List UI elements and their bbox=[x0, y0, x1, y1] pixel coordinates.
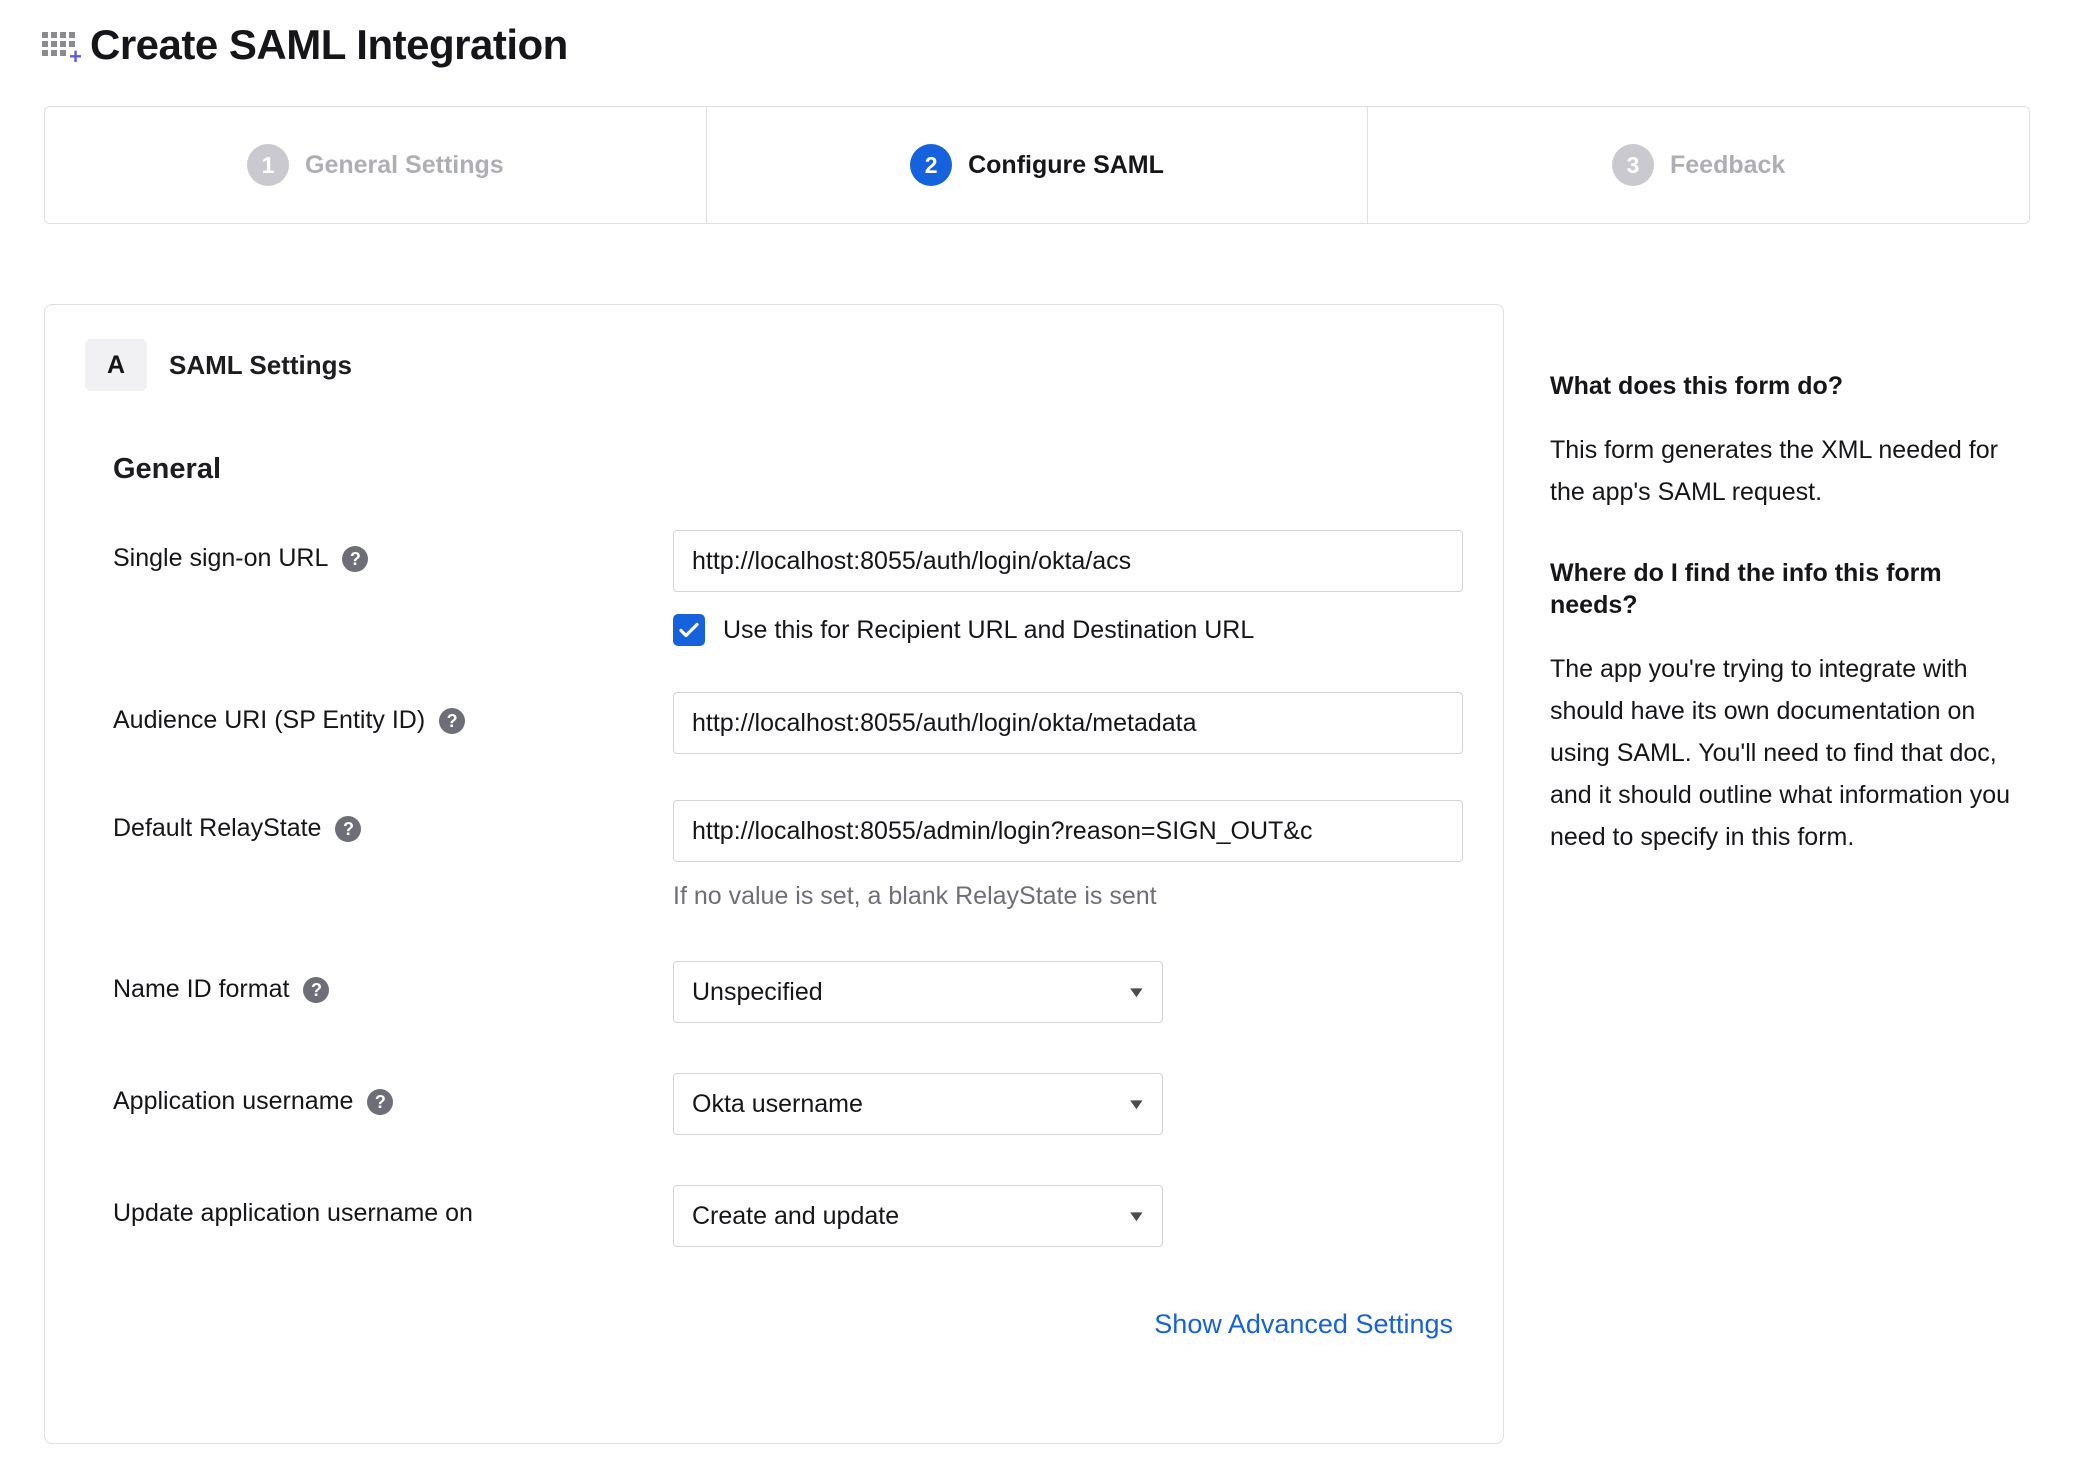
sso-url-field-col bbox=[673, 530, 1463, 646]
help-question-1-body: This form generates the XML needed for the app's SAML request. bbox=[1550, 435, 1998, 506]
update-username-on-field-col bbox=[673, 1185, 1463, 1247]
check-icon bbox=[679, 622, 699, 638]
name-id-format-select[interactable] bbox=[673, 961, 1163, 1023]
step-number-3: 3 bbox=[1612, 144, 1654, 186]
default-relaystate-field-col bbox=[673, 800, 1463, 911]
tab-feedback-label: Feedback bbox=[1670, 150, 1786, 179]
application-username-label: Application username bbox=[113, 1087, 354, 1115]
name-id-format-label: Name ID format bbox=[113, 975, 290, 1003]
update-username-on-label: Update application username on bbox=[113, 1199, 473, 1227]
application-username-field-col bbox=[673, 1073, 1463, 1135]
help-sidebar bbox=[1550, 304, 2030, 902]
update-username-on-select[interactable] bbox=[673, 1185, 1163, 1247]
sso-url-label: Single sign-on URL bbox=[113, 544, 329, 572]
help-icon[interactable]: ? bbox=[342, 546, 368, 572]
saml-settings-card bbox=[44, 304, 1504, 1444]
saml-settings-title: SAML Settings bbox=[169, 349, 352, 380]
name-id-format-label-group bbox=[113, 961, 673, 1004]
main-content bbox=[44, 304, 2030, 1444]
field-row-sso-url bbox=[85, 530, 1463, 646]
help-icon[interactable]: ? bbox=[367, 1089, 393, 1115]
tab-configure-saml[interactable] bbox=[707, 107, 1369, 223]
use-for-recipient-destination-checkbox[interactable] bbox=[673, 614, 705, 646]
help-question-1-title: What does this form do? bbox=[1550, 372, 1844, 400]
recipient-destination-checkbox-row bbox=[673, 614, 1463, 646]
field-row-update-username-on bbox=[85, 1185, 1463, 1247]
field-row-audience-uri bbox=[85, 692, 1463, 754]
tab-general-settings[interactable] bbox=[45, 107, 707, 223]
audience-uri-input[interactable]: http://localhost:8055/auth/login/okta/metadata bbox=[673, 692, 1463, 754]
saml-settings-header bbox=[85, 339, 1463, 391]
update-username-on-value: Create and update bbox=[692, 1201, 900, 1230]
help-icon[interactable]: ? bbox=[335, 816, 361, 842]
tab-general-settings-label: General Settings bbox=[305, 150, 504, 179]
field-row-default-relaystate bbox=[85, 800, 1463, 911]
default-relaystate-hint: If no value is set, a blank RelayState is sent bbox=[673, 882, 1157, 910]
advanced-settings-row bbox=[85, 1309, 1463, 1340]
field-row-name-id-format bbox=[85, 961, 1463, 1023]
step-tabs bbox=[44, 106, 2030, 224]
audience-uri-label: Audience URI (SP Entity ID) bbox=[113, 706, 426, 734]
general-section-title: General bbox=[113, 453, 221, 485]
page-header bbox=[0, 0, 2074, 68]
chevron-down-icon: ▼ bbox=[1126, 1207, 1147, 1225]
application-username-label-group bbox=[113, 1073, 673, 1116]
step-number-2: 2 bbox=[910, 144, 952, 186]
help-question-2-title: Where do I find the info this form needs? bbox=[1550, 558, 1942, 619]
page-title: Create SAML Integration bbox=[90, 21, 568, 68]
use-for-recipient-destination-label: Use this for Recipient URL and Destination URL bbox=[723, 615, 1255, 644]
help-question-2-body: The app you're trying to integrate with should have its own documentation on using SAML. You'll need to find that doc, and it should outline what information you need to specify in this form. bbox=[1550, 654, 2011, 851]
application-username-value: Okta username bbox=[692, 1089, 863, 1118]
sso-url-label-group bbox=[113, 530, 673, 573]
tab-feedback[interactable] bbox=[1368, 107, 2029, 223]
field-row-application-username bbox=[85, 1073, 1463, 1135]
step-number-1: 1 bbox=[247, 144, 289, 186]
help-icon[interactable]: ? bbox=[439, 708, 465, 734]
default-relaystate-input[interactable]: http://localhost:8055/admin/login?reason=SIGN_OUT&c bbox=[673, 800, 1463, 862]
audience-uri-field-col bbox=[673, 692, 1463, 754]
grid-plus-icon: + bbox=[38, 22, 84, 68]
help-icon[interactable]: ? bbox=[303, 977, 329, 1003]
name-id-format-field-col bbox=[673, 961, 1463, 1023]
default-relaystate-label-group bbox=[113, 800, 673, 843]
sso-url-input[interactable]: http://localhost:8055/auth/login/okta/acs bbox=[673, 530, 1463, 592]
audience-uri-label-group bbox=[113, 692, 673, 735]
update-username-on-label-group bbox=[113, 1185, 673, 1228]
tab-configure-saml-label: Configure SAML bbox=[968, 150, 1164, 179]
show-advanced-settings-link[interactable]: Show Advanced Settings bbox=[1154, 1309, 1453, 1339]
chevron-down-icon: ▼ bbox=[1126, 983, 1147, 1001]
application-username-select[interactable] bbox=[673, 1073, 1163, 1135]
section-letter-badge: A bbox=[85, 339, 147, 391]
default-relaystate-label: Default RelayState bbox=[113, 814, 322, 842]
name-id-format-value: Unspecified bbox=[692, 977, 823, 1006]
chevron-down-icon: ▼ bbox=[1126, 1095, 1147, 1113]
